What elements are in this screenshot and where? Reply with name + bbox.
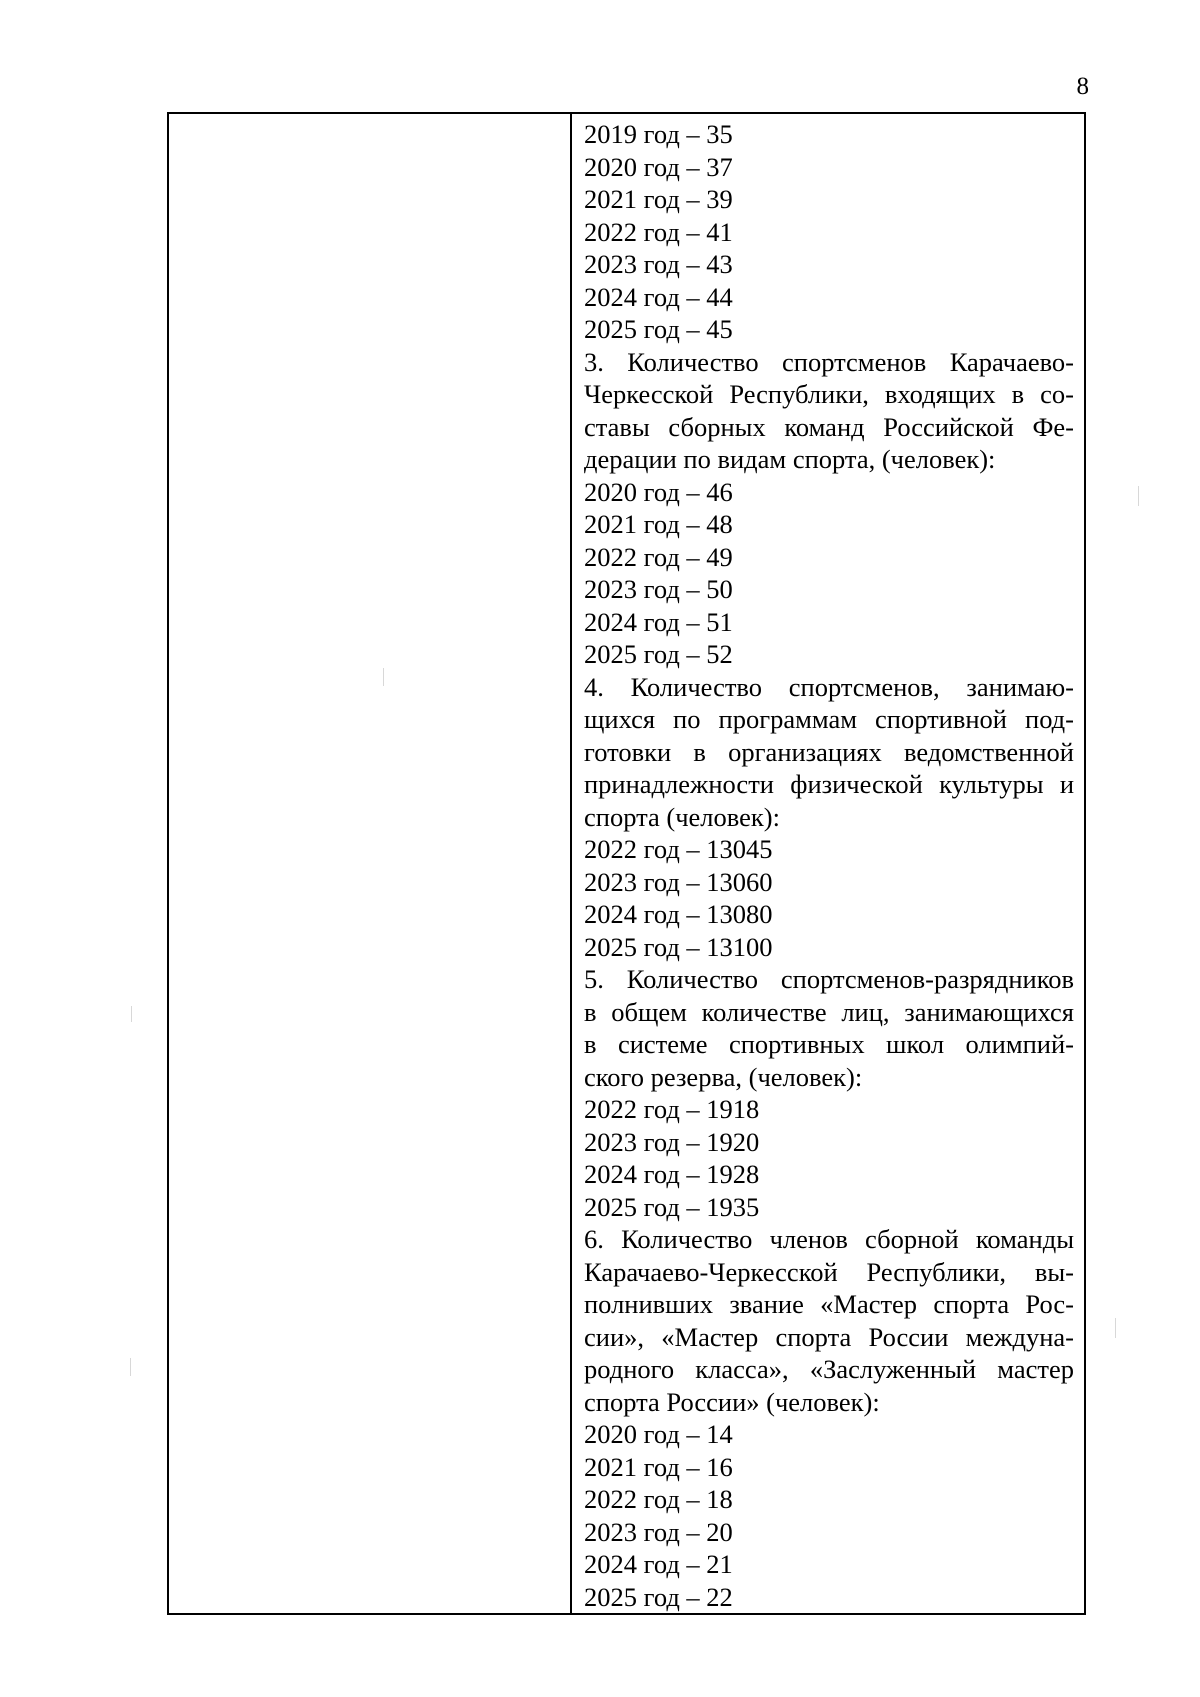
text-line: 6. Количество членов сборной команды xyxy=(584,1224,1074,1254)
scan-artifact xyxy=(1115,1318,1116,1338)
text-line: 2021 год – 39 xyxy=(584,184,733,214)
text-line: 2025 год – 52 xyxy=(584,639,733,669)
text-line: 4. Количество спортсменов, занимаю- xyxy=(584,671,1074,702)
text-line: в общем количестве лиц, занимающихся xyxy=(584,996,1074,1027)
text-line: 2024 год – 51 xyxy=(584,606,733,637)
text-line: 2019 год – 35 xyxy=(584,119,733,149)
text-line: 2024 год – 44 xyxy=(584,281,733,312)
text-line: 2020 год – 14 xyxy=(584,1419,733,1449)
scan-artifact xyxy=(130,1358,131,1376)
text-line: 2025 год – 22 xyxy=(584,1581,733,1612)
text-line: 2024 год – 21 xyxy=(584,1549,733,1579)
text-line: щихся по программам спортивной под- xyxy=(584,704,1074,734)
text-line: 2023 год – 20 xyxy=(584,1516,733,1547)
text-line: дерации по видам спорта, (человек): xyxy=(584,444,996,474)
text-line: полнивших звание «Мастер спорта Рос- xyxy=(584,1289,1074,1319)
text-line: сии», «Мастер спорта России междуна- xyxy=(584,1321,1074,1352)
text-line: 2020 год – 37 xyxy=(584,151,733,182)
scan-artifact xyxy=(1138,486,1139,506)
text-line: 2021 год – 16 xyxy=(584,1451,733,1482)
text-line: 2022 год – 49 xyxy=(584,541,733,572)
scan-artifact xyxy=(383,668,384,686)
text-line: в системе спортивных школ олимпий- xyxy=(584,1029,1074,1059)
text-line: 2023 год – 43 xyxy=(584,249,733,279)
text-line: принадлежности физической культуры и xyxy=(584,769,1074,799)
text-line: 2022 год – 1918 xyxy=(584,1094,760,1124)
text-line: 2023 год – 1920 xyxy=(584,1126,760,1157)
text-line: 2025 год – 45 xyxy=(584,314,733,344)
text-line: 3. Количество спортсменов Карачаево- xyxy=(584,346,1074,377)
text-line: 2023 год – 13060 xyxy=(584,866,773,897)
scan-artifact xyxy=(131,1006,132,1022)
text-line: 2022 год – 18 xyxy=(584,1484,733,1514)
text-line: Черкесской Республики, входящих в со- xyxy=(584,379,1074,409)
text-line: 2022 год – 13045 xyxy=(584,834,773,864)
text-line: 2024 год – 1928 xyxy=(584,1159,760,1189)
text-line: 2020 год – 46 xyxy=(584,476,733,507)
text-line: 2021 год – 48 xyxy=(584,509,733,539)
text-line: 2024 год – 13080 xyxy=(584,899,773,929)
table-left-cell xyxy=(169,114,572,1613)
text-line: Карачаево-Черкесской Республики, вы- xyxy=(584,1256,1074,1287)
text-line: 2023 год – 50 xyxy=(584,574,733,604)
indicators-table xyxy=(167,112,1086,1615)
text-line: родного класса», «Заслуженный мастер xyxy=(584,1354,1074,1384)
text-line: ского резерва, (человек): xyxy=(584,1061,863,1092)
text-line: ставы сборных команд Российской Фе- xyxy=(584,411,1074,442)
text-line: 2025 год – 1935 xyxy=(584,1191,760,1222)
page-number: 8 xyxy=(1076,73,1089,100)
table-right-cell xyxy=(572,114,1084,1613)
text-line: 2022 год – 41 xyxy=(584,216,733,247)
text-line: 2025 год – 13100 xyxy=(584,931,773,962)
text-line: 5. Количество спортсменов-разрядников xyxy=(584,964,1074,994)
text-line: спорта (человек): xyxy=(584,801,780,832)
text-line: спорта России» (человек): xyxy=(584,1386,880,1417)
text-line: готовки в организациях ведомственной xyxy=(584,736,1074,767)
